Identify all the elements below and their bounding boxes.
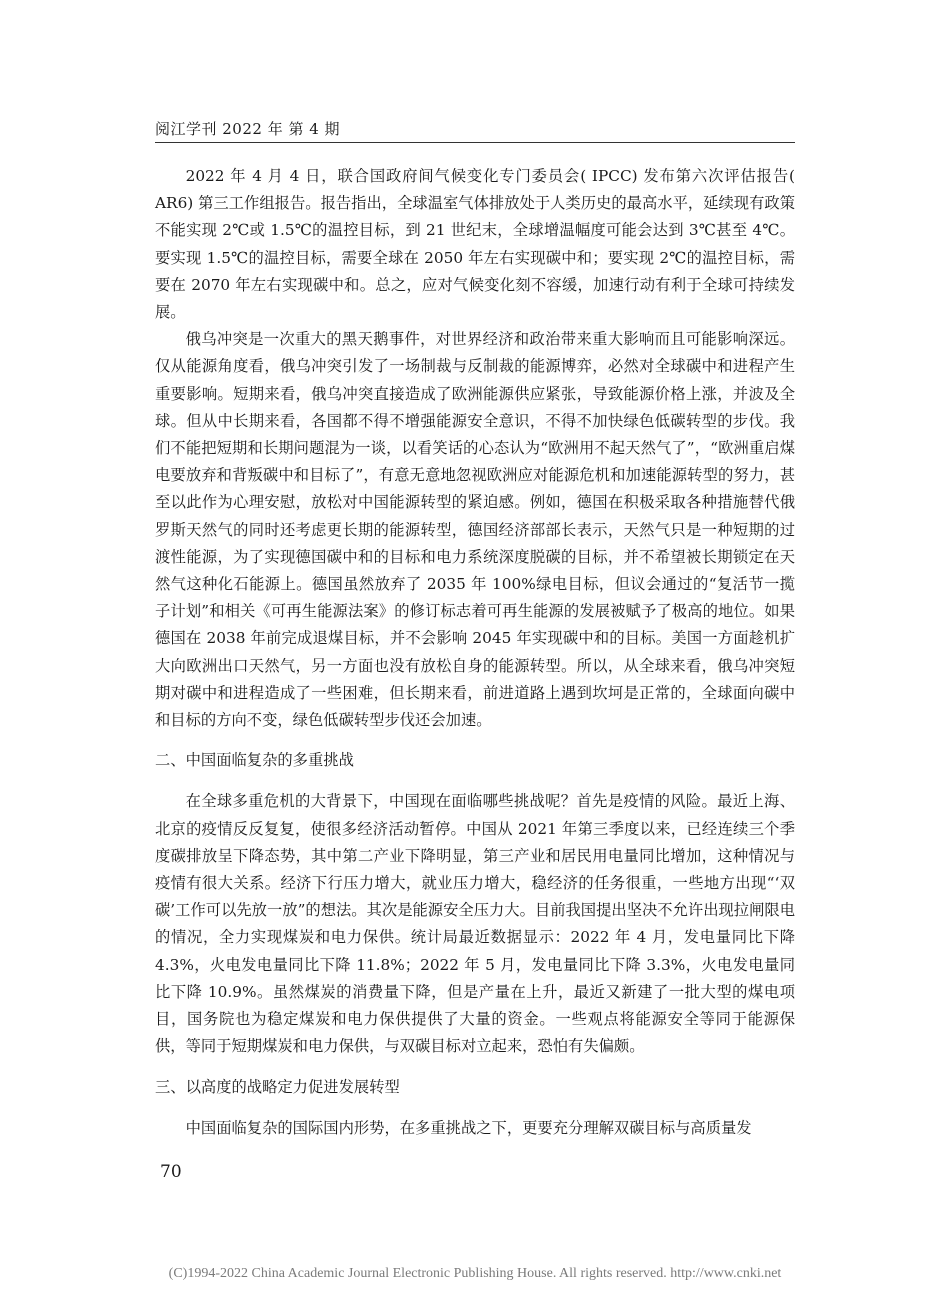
- paragraph-challenges: 在全球多重危机的大背景下，中国现在面临哪些挑战呢？首先是疫情的风险。最近上海、北京的疫情反反复复，使很多经济活动暂停。中国从 2021 年第三季度以来，已经连续三个季度碳排放呈下降态势，其中第二产业下降明显，第三产业和居民用电量同比增加，这种情况与疫情有很大关系。经济下行压力增大，就业压力增大，稳经济的任务很重，一些地方出现“‘双碳’工作可以先放一放”的想法。其次是能源安全压力大。目前我国提出坚决不允许出现拉闸限电的情况，全力实现煤炭和电力保供。统计局最近数据显示：2022 年 4 月，发电量同比下降 4.3%，火电发电量同比下降 11.8%；2022 年 5 月，发电量同比下降 3.3%，火电发电量同比下降 10.9%。虽然煤炭的消费量下降，但是产量在上升，最近又新建了一批大型的煤电项目，国务院也为稳定煤炭和电力保供提供了大量的资金。一些观点将能源安全等同于能源保供，等同于短期煤炭和电力保供，与双碳目标对立起来，恐怕有失偏颇。: [155, 792, 795, 1056]
- journal-header: 阅江学刊 2022 年 第 4 期: [155, 120, 341, 138]
- page-number: 70: [160, 1162, 182, 1182]
- section-heading-3: 三、以高度的战略定力促进发展转型: [155, 1077, 400, 1096]
- paragraph-strategy: 中国面临复杂的国际国内形势，在多重挑战之下，更要充分理解双碳目标与高质量发: [185, 1118, 752, 1137]
- article-body: [155, 163, 795, 1142]
- copyright-footer: (C)1994-2022 China Academic Journal Electronic Publishing House. All rights reserved. http://www.cnki.net: [168, 1266, 782, 1281]
- paragraph-russia-ukraine: 俄乌冲突是一次重大的黑天鹅事件，对世界经济和政治带来重大影响而且可能影响深远。仅从能源角度看，俄乌冲突引发了一场制裁与反制裁的能源博弈，必然对全球碳中和进程产生重要影响。短期来看，俄乌冲突直接造成了欧洲能源供应紧张，导致能源价格上涨，并波及全球。但从中长期来看，各国都不得不增强能源安全意识，不得不加快绿色低碳转型的步伐。我们不能把短期和长期问题混为一谈，以看笑话的心态认为“欧洲用不起天然气了”，“欧洲重启煤电要放弃和背叛碳中和目标了”，有意无意地忽视欧洲应对能源危机和加速能源转型的努力，甚至以此作为心理安慰，放松对中国能源转型的紧迫感。例如，德国在积极采取各种措施替代俄罗斯天然气的同时还考虑更长期的能源转型，德国经济部部长表示，天然气只是一种短期的过渡性能源，为了实现德国碳中和的目标和电力系统深度脱碳的目标，并不希望被长期锁定在天然气这种化石能源上。德国虽然放弃了 2035 年 100%绿电目标，但议会通过的“复活节一揽子计划”和相关《可再生能源法案》的修订标志着可再生能源的发展被赋予了极高的地位。如果德国在 2038 年前完成退煤目标，并不会影响 2045 年实现碳中和的目标。美国一方面趁机扩大向欧洲出口天然气，另一方面也没有放松自身的能源转型。所以，从全球来看，俄乌冲突短期对碳中和进程造成了一些困难，但长期来看，前进道路上遇到坎坷是正常的，全球面向碳中和目标的方向不变，绿色低碳转型步伐还会加速。: [155, 330, 795, 730]
- section-heading-2: 二、中国面临复杂的多重挑战: [155, 751, 354, 770]
- paragraph-ipcc: 2022 年 4 月 4 日，联合国政府间气候变化专门委员会( IPCC) 发布第六次评估报告( AR6) 第三工作组报告。报告指出，全球温室气体排放处于人类历史的最高水平，延续现有政策不能实现 2℃或 1.5℃的温控目标，到 21 世纪末，全球增温幅度可能会达到 3℃甚至 4℃。要实现 1.5℃的温控目标，需要全球在 2050 年左右实现碳中和；要实现 2℃的温控目标，需要在 2070 年左右实现碳中和。总之，应对气候变化刻不容缓，加速行动有利于全球可持续发展。: [155, 167, 795, 322]
- header-rule: [155, 142, 795, 143]
